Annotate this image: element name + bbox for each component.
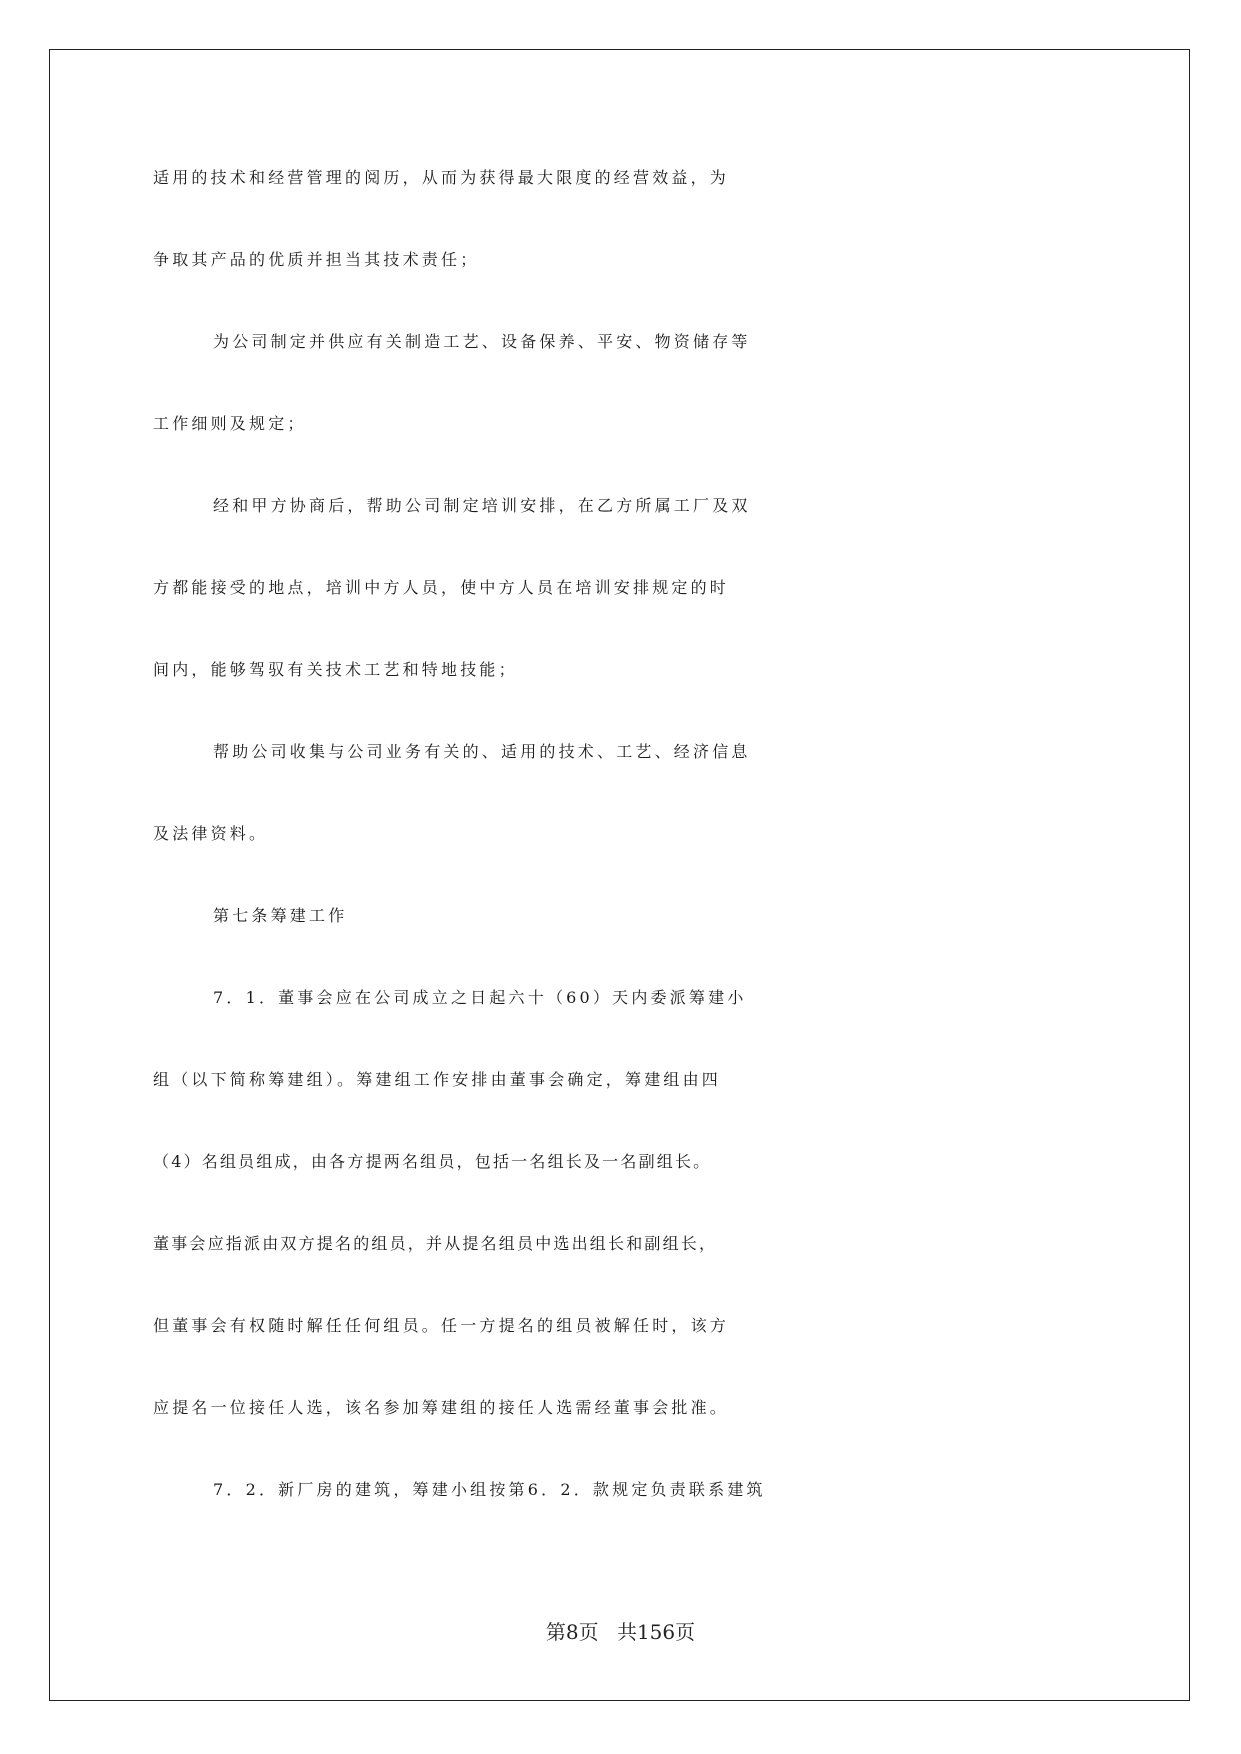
- text-line-15: 但董事会有权随时解任任何组员。任一方提名的组员被解任时，该方: [153, 1316, 730, 1335]
- text-line-8: 帮助公司收集与公司业务有关的、适用的技术、工艺、经济信息: [213, 742, 751, 761]
- text-line-9: 及法律资料。: [153, 824, 269, 843]
- text-line-14: 董事会应指派由双方提名的组员，并从提名组员中选出组长和副组长，: [153, 1234, 718, 1253]
- page-footer: [0, 1616, 1241, 1645]
- text-line-4: 工作细则及规定；: [153, 414, 307, 433]
- page-number: 第8页: [545, 1620, 599, 1644]
- text-line-3: 为公司制定并供应有关制造工艺、设备保养、平安、物资储存等: [213, 332, 751, 351]
- text-line-5: 经和甲方协商后，帮助公司制定培训安排，在乙方所属工厂及双: [213, 496, 751, 515]
- section-heading: 第七条筹建工作: [213, 906, 348, 925]
- text-line-2: 争取其产品的优质并担当其技术责任；: [153, 250, 480, 269]
- text-line-17: 7．2．新厂房的建筑，筹建小组按第6．2．款规定负责联系建筑: [213, 1480, 766, 1499]
- text-line-7: 间内，能够驾驭有关技术工艺和特地技能；: [153, 660, 518, 679]
- total-pages: 共156页: [616, 1620, 696, 1644]
- text-line-13: （4）名组员组成，由各方提两名组员，包括一名组长及一名副组长。: [153, 1152, 712, 1171]
- document-body: [153, 165, 1093, 1559]
- text-line-12: 组（以下简称筹建组）。筹建组工作安排由董事会确定，筹建组由四: [153, 1070, 722, 1089]
- text-line-1: 适用的技术和经营管理的阅历，从而为获得最大限度的经营效益，为: [153, 168, 730, 187]
- text-line-16: 应提名一位接任人选，该名参加筹建组的接任人选需经董事会批准。: [153, 1398, 730, 1417]
- text-line-6: 方都能接受的地点，培训中方人员，使中方人员在培训安排规定的时: [153, 578, 730, 597]
- text-line-11: 7．1．董事会应在公司成立之日起六十（60）天内委派筹建小: [213, 988, 747, 1007]
